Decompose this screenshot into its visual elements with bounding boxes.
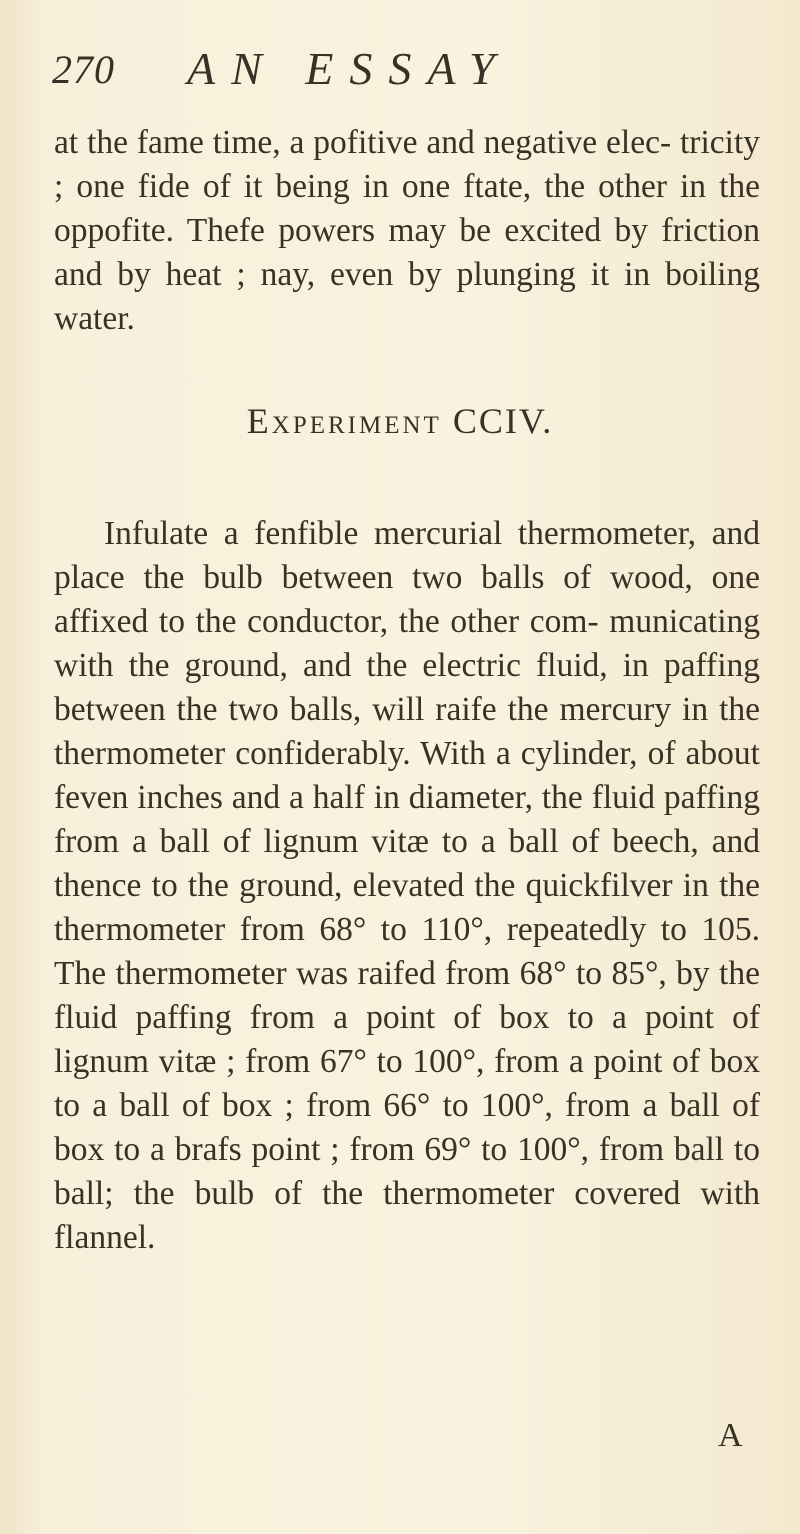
experiment-heading — [0, 400, 800, 442]
running-head: AN ESSAY — [187, 43, 511, 94]
experiment-number: CCIV. — [452, 401, 554, 441]
experiment-word: Experiment — [246, 401, 442, 441]
paragraph-continuation: at the fame time, a pofitive and negative elec- tricity ; one fide of it being in one ftate, the other in the oppofite. Thefe powers may be excited by friction and by heat ; nay, even by plunging it in boiling water. — [54, 124, 760, 337]
experiment-paragraph: Infulate a fenfible mercurial thermometer, and place the bulb between two balls of wood, one affixed to the conductor, the other com- municating with the ground, and the electric fluid, in paffing between the two balls, will raife the mercury in the thermometer confiderably. With a cylinder, of about feven inches and a half in diameter, the fluid paffing from a ball of lignum vitæ to a ball of beech, and thence to the ground, elevated the quickfilver in the thermometer from 68° to 110°, repeatedly to 105. The thermometer was raifed from 68° to 85°, by the fluid paffing from a point of box to a point of lignum vitæ ; from 67° to 100°, from a point of box to a ball of box ; from 66° to 100°, from a ball of box to a brafs point ; from 69° to 100°, from ball to ball; the bulb of the thermometer covered with flannel. — [54, 515, 760, 1256]
catchword: A — [718, 1417, 743, 1454]
page-header — [52, 42, 752, 102]
page-number: 270 — [52, 47, 115, 92]
